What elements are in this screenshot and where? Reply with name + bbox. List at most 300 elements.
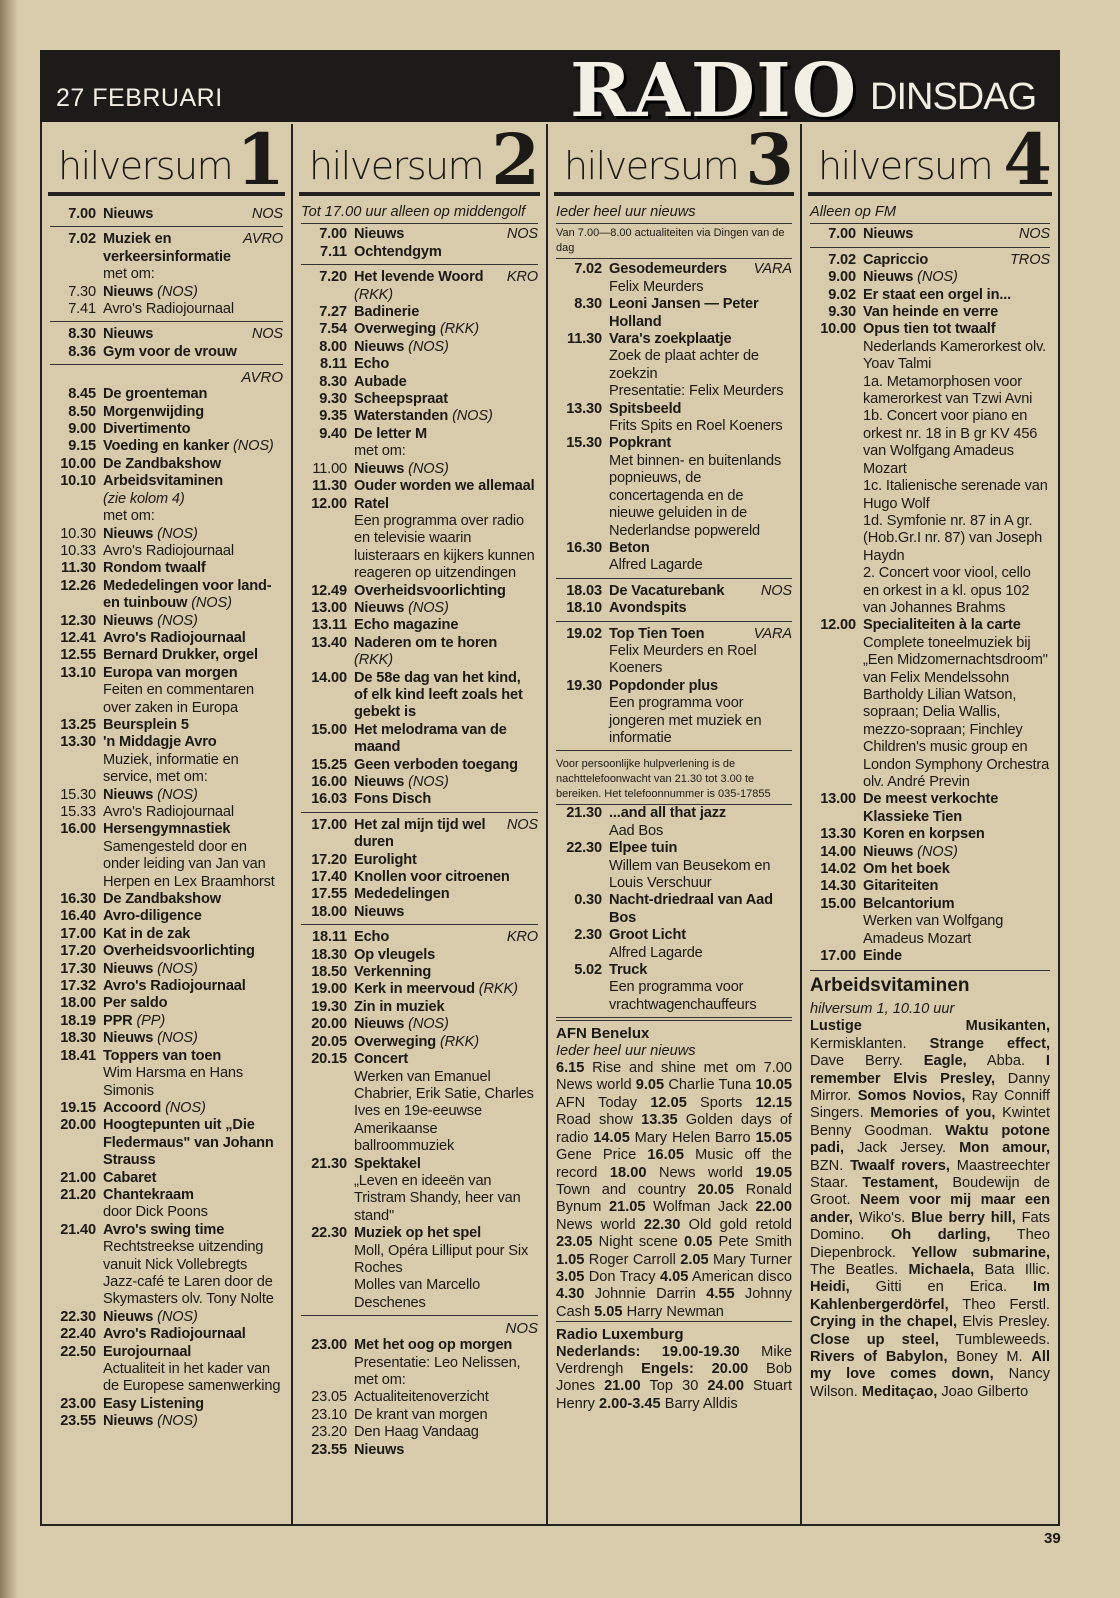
program-body [609, 540, 792, 575]
program-time: 23.10 [311, 1406, 347, 1423]
program-body [354, 1424, 538, 1441]
program-time: 7.02 [68, 231, 96, 248]
program-title: Avro's Radiojournaal [103, 542, 234, 559]
program-description: Aad Bos [609, 822, 664, 839]
broadcaster-label: NOS [760, 582, 792, 599]
program-time: 10.30 [60, 525, 96, 542]
program-title: Mededelingen [354, 886, 450, 903]
program-time: 21.20 [60, 1186, 96, 1203]
program-time: 5.02 [574, 962, 602, 979]
program-title: Gesodemeurders [609, 261, 727, 278]
body-text: Bob Jones [556, 1360, 792, 1395]
program-title: Europa van morgen [103, 664, 238, 681]
program-item [50, 717, 283, 734]
highlight-text: 23.05 [556, 1234, 593, 1251]
program-time: 16.00 [311, 774, 347, 790]
highlight-text: 2.05 [680, 1251, 709, 1268]
program-item [556, 296, 792, 331]
program-title: Overheidsvoorlichting [354, 582, 506, 599]
highlight-text: Neem voor mij maar een ander, [810, 1192, 1051, 1226]
program-item [50, 206, 283, 223]
body-text: Gene Price [556, 1147, 648, 1164]
program-body [354, 617, 538, 634]
highlight-text: Memories of you, [870, 1105, 996, 1122]
body-text: Ronald Bynum [556, 1181, 792, 1216]
program-title: De krant van morgen [354, 1406, 488, 1423]
program-group [810, 224, 1050, 247]
program-title: Nieuws [103, 1030, 154, 1047]
program-item [50, 787, 283, 804]
highlight-text: 19.05 [755, 1164, 793, 1181]
program-item [50, 526, 283, 543]
program-body [609, 435, 792, 539]
program-item [301, 929, 538, 946]
program-title: Echo [354, 356, 390, 373]
program-body [103, 734, 283, 786]
program-body [103, 613, 283, 630]
program-time: 9.00 [828, 269, 856, 286]
program-time: 20.00 [311, 1016, 347, 1033]
program-item [301, 461, 538, 478]
program-body [103, 231, 283, 283]
program-time: 7.02 [828, 251, 856, 268]
highlight-text: 15.05 [755, 1129, 792, 1146]
program-item [301, 321, 538, 338]
program-time: 21.30 [311, 1155, 347, 1172]
program-title: Nieuws [103, 326, 154, 343]
program-item [301, 617, 538, 634]
program-time: 13.30 [60, 734, 96, 751]
section-afn-benelux [556, 1020, 792, 1321]
program-description: Felix Meurders en Roel Koeners [609, 642, 757, 677]
body-text: Maastreechter Staar. [810, 1157, 1050, 1191]
program-body [103, 647, 283, 664]
program-title: Avro's Radiojournaal [103, 629, 246, 646]
program-item [50, 943, 283, 960]
program-time: 8.30 [319, 373, 347, 390]
program-title: Nieuws [354, 903, 405, 920]
program-item [810, 948, 1050, 965]
program-time: 17.20 [60, 943, 96, 960]
program-group [556, 753, 792, 1018]
program-title: Avro's Radiojournaal [103, 804, 234, 820]
program-tag: (RKK) [354, 286, 393, 303]
program-time: 22.30 [311, 1225, 347, 1242]
program-item [810, 287, 1050, 304]
program-body [354, 478, 538, 495]
broadcaster-label: NOS [251, 326, 283, 343]
highlight-text: Im Kahlenbergerdörfel, [810, 1279, 1050, 1313]
program-title: Aubade [354, 373, 407, 390]
program-item [50, 734, 283, 786]
program-title: Kerk in meervoud [354, 981, 475, 998]
program-time: 7.30 [68, 283, 96, 300]
program-title: Nieuws [354, 338, 405, 355]
highlight-text: Close up steel, [810, 1331, 939, 1348]
program-description: Een programma voor vrachtwagenchauffeurs [609, 979, 757, 1013]
column-hilversum-4 [802, 118, 1058, 1524]
station-number: 3 [745, 118, 794, 201]
program-title: 'n Middagje Avro [103, 734, 217, 751]
program-title: Leoni Jansen — Peter Holland [609, 296, 759, 330]
program-title: Avondspits [609, 600, 687, 617]
program-item [301, 1156, 538, 1226]
program-time: 18.00 [60, 995, 96, 1012]
body-text: Boudewijn de Groot. [810, 1174, 1051, 1209]
program-body [103, 326, 283, 343]
program-time: 9.15 [68, 438, 96, 455]
program-title: Overheidsvoorlichting [103, 943, 255, 960]
program-description: Samengesteld door en onder leiding van Jan van Herpen en Lex Braamhorst [103, 838, 275, 890]
program-tag: (NOS) [157, 1308, 198, 1325]
program-body [863, 844, 1050, 861]
program-body [354, 981, 538, 998]
highlight-text: Rivers of Babylon, [810, 1349, 948, 1365]
program-time: 14.30 [820, 878, 856, 895]
program-time: 7.11 [320, 243, 347, 260]
program-description: Alfred Lagarde [609, 557, 703, 574]
program-time: 13.40 [311, 634, 347, 651]
broadcaster-label: AVRO [241, 369, 283, 387]
program-item [50, 543, 283, 560]
program-time: 7.00 [68, 206, 96, 222]
body-text: Rise and shine met om 7.00 News world [556, 1060, 792, 1094]
program-title: Om het boek [863, 861, 950, 878]
highlight-text: 12.15 [755, 1094, 792, 1111]
program-title: Overweging [354, 321, 437, 338]
program-item [50, 665, 283, 717]
program-description: Met binnen- en buitenlands popnieuws, de concertagenda en de nieuwe geluiden in de Nederlandse popwereld [609, 452, 782, 539]
program-title: Muziek en verkeersinformatie [103, 231, 231, 265]
page-fold-shadow [0, 0, 18, 1598]
section-subtitle: hilversum 1, 10.10 uur [810, 1000, 955, 1017]
program-title: Spitsbeeld [609, 400, 682, 417]
program-time: 19.02 [566, 625, 602, 642]
program-body [103, 1100, 283, 1117]
program-description: Complete toneelmuziek bij „Een Midzomernachtsdroom" van Felix Mendelssohn Bartholdy Lilian Watson, sopraan; Delia Wallis, mezzo-sopraan; Finchley Children's music group en London Symphony Orchestra olv. André Previn [863, 634, 1050, 790]
body-text: Dave Berry. [810, 1053, 924, 1070]
program-tag: (NOS) [157, 283, 198, 300]
program-body [354, 1051, 538, 1155]
program-title: Echo magazine [354, 617, 459, 634]
highlight-text: 9.05 [635, 1077, 665, 1094]
program-item [556, 805, 792, 840]
body-text: Boney M. [947, 1349, 1032, 1365]
program-item [301, 852, 538, 869]
body-text: Kermisklanten. [810, 1035, 930, 1052]
program-title: Einde [863, 948, 902, 965]
program-item [50, 1344, 283, 1396]
program-item [810, 878, 1050, 895]
program-body [103, 665, 283, 717]
program-tag: (RKK) [439, 321, 479, 338]
program-time: 12.55 [60, 647, 96, 664]
program-description: 1a. Metamorphosen voor kamerorkest van Tzwi Avni [863, 373, 1033, 408]
program-item [810, 226, 1050, 243]
program-item [50, 978, 283, 995]
section-text [556, 1060, 792, 1321]
program-description: Nederlands Kamerorkest olv. Yoav Talmi [863, 338, 1047, 373]
highlight-text: 5.05 [594, 1303, 623, 1320]
program-item [810, 826, 1050, 843]
program-time: 23.20 [311, 1424, 347, 1441]
program-time: 10.00 [60, 455, 96, 472]
header-date: 27 FEBRUARI [56, 84, 223, 112]
program-title: Er staat een orgel in... [863, 286, 1012, 303]
section-title: Arbeidsvitaminen [810, 975, 970, 997]
program-time: 17.55 [311, 886, 347, 903]
program-item [301, 981, 538, 998]
program-body [354, 869, 538, 886]
highlight-text: Eagle, [923, 1053, 967, 1070]
program-title: Nieuws [103, 1308, 154, 1325]
program-time: 13.30 [566, 400, 602, 417]
column-intro: Alleen op FM [810, 204, 1050, 224]
body-text: Music off the record [556, 1147, 793, 1181]
program-item [301, 408, 538, 425]
highlight-text: 1.05 [556, 1251, 585, 1268]
program-time: 12.49 [311, 582, 347, 599]
program-time: 7.41 [68, 301, 96, 318]
program-item [50, 473, 283, 525]
program-item [50, 1396, 283, 1413]
program-title: Capriccio [863, 251, 929, 268]
program-time: 22.40 [60, 1326, 96, 1343]
program-item [50, 578, 283, 613]
program-group [50, 367, 283, 1433]
program-tag: (NOS) [157, 1413, 198, 1430]
body-text: Town and country [556, 1181, 698, 1198]
highlight-text: 6.15 [556, 1060, 585, 1077]
program-time: 17.00 [60, 925, 96, 942]
program-time: 7.54 [319, 321, 347, 338]
program-item [556, 583, 792, 600]
program-time: 9.30 [319, 391, 347, 408]
program-description: Alfred Lagarde [609, 944, 703, 961]
program-title: Nieuws [354, 774, 405, 790]
program-time: 18.19 [60, 1012, 96, 1029]
program-description: 1b. Concert voor piano en orkest nr. 18 in B gr KV 456 van Wolfgang Amadeus Mozart [863, 408, 1038, 477]
program-item [810, 304, 1050, 321]
program-body [354, 791, 538, 808]
program-title: Den Haag Vandaag [354, 1424, 479, 1441]
program-body [354, 817, 538, 852]
column-hilversum-1 [42, 118, 293, 1524]
program-title: Op vleugels [354, 946, 436, 963]
program-item [810, 861, 1050, 878]
program-item [50, 404, 283, 421]
program-title: De meest verkochte Klassieke Tien [863, 791, 999, 825]
program-time: 7.00 [319, 226, 347, 243]
program-tag: (NOS) [165, 1099, 206, 1116]
program-body [103, 1187, 283, 1222]
highlight-text: 18.00 [609, 1164, 647, 1181]
program-item [301, 886, 538, 903]
body-text: Johnnie Darrin [584, 1286, 707, 1303]
program-tag: (NOS) [157, 960, 198, 977]
program-tag: (NOS) [408, 599, 449, 616]
program-description: Rechtstreekse uitzending vanuit Nick Vollebregts Jazz-café te Laren door de Skymasters olv. Tony Nolte [103, 1239, 274, 1308]
program-tag: (NOS) [191, 595, 232, 612]
program-description: Presentatie: Felix Meurders [609, 383, 784, 400]
program-item [301, 1424, 538, 1441]
broadcaster-label: NOS [506, 816, 538, 833]
program-description: „Leven en ideeën van Tristram Shandy, heer van stand" [354, 1172, 521, 1224]
program-item [50, 386, 283, 403]
section-text [556, 1344, 792, 1414]
program-item [50, 961, 283, 978]
program-tag: (NOS) [157, 525, 198, 542]
program-title: Verkenning [354, 964, 432, 981]
page-header [40, 48, 1060, 134]
program-item [50, 804, 283, 821]
program-body [354, 226, 538, 243]
broadcaster-label: NOS [251, 206, 283, 222]
body-text: Wolfman Jack [645, 1199, 756, 1216]
program-item [556, 927, 792, 962]
body-text: Roger Carroll [584, 1251, 681, 1268]
program-body [103, 1222, 283, 1309]
program-title: Zin in muziek [354, 998, 445, 1015]
highlight-text: Strange effect, [929, 1035, 1051, 1052]
program-time: 19.00 [311, 981, 347, 998]
program-description: Feiten en commentaren over zaken in Europa [103, 682, 254, 716]
highlight-text: Testament, [862, 1174, 939, 1191]
program-body [103, 908, 283, 925]
program-body [103, 421, 283, 438]
body-text: Mary Turner [708, 1251, 793, 1268]
program-time: 13.30 [820, 826, 856, 843]
program-item [301, 774, 538, 791]
program-body [354, 321, 538, 338]
program-time: 19.30 [311, 998, 347, 1015]
program-body [103, 526, 283, 543]
program-description: Muziek, informatie en service, met om: [103, 751, 239, 786]
program-time: 15.33 [60, 804, 96, 820]
program-title: Voeding en kanker [103, 438, 230, 455]
program-time: 21.30 [566, 805, 602, 822]
program-item [50, 231, 283, 283]
program-body [103, 1030, 283, 1047]
broadcaster-label: NOS [506, 226, 538, 243]
program-body [354, 964, 538, 981]
program-body [863, 321, 1050, 617]
program-title: De 58e dag van het kind, of elk kind leeft zoals het gebekt is [354, 669, 523, 721]
program-body [103, 301, 283, 318]
program-item [556, 678, 792, 748]
column-heading [808, 118, 1052, 201]
program-tag: (NOS) [408, 460, 449, 477]
program-body [103, 978, 283, 995]
program-time: 17.32 [60, 978, 96, 995]
body-text: Pete Smith [712, 1234, 792, 1251]
program-title: Belcantorium [863, 895, 955, 912]
program-body [354, 244, 538, 261]
program-time: 17.00 [311, 816, 347, 833]
body-text: BZN. [810, 1157, 851, 1174]
highlight-text: 14.05 [593, 1129, 630, 1146]
program-time: 18.41 [60, 1047, 96, 1064]
program-time: 7.02 [574, 261, 602, 278]
program-title: Muziek op het spel [354, 1225, 482, 1242]
program-time: 19.30 [566, 677, 602, 694]
broadcaster-label: VARA [753, 261, 792, 278]
program-item [301, 1225, 538, 1312]
program-title: Overweging [354, 1033, 437, 1050]
program-tag: (NOS) [157, 612, 198, 629]
body-text: Road show [556, 1112, 642, 1129]
program-time: 10.00 [820, 321, 856, 338]
program-description: Willem van Beusekom en Louis Verschuur [609, 857, 771, 891]
program-item [301, 478, 538, 495]
program-time: 11.30 [312, 478, 347, 495]
program-time: 17.20 [311, 851, 347, 868]
program-title: Toppers van toen [103, 1047, 222, 1064]
column-hilversum-3 [548, 118, 802, 1524]
program-description: met om: [103, 266, 155, 283]
program-item [301, 244, 538, 261]
body-text: Johnny Cash [556, 1286, 792, 1320]
program-item [301, 757, 538, 774]
program-body [863, 826, 1050, 843]
program-time: 13.25 [60, 716, 96, 733]
program-title: Echo [354, 929, 390, 946]
program-title: De groenteman [103, 386, 208, 403]
program-group [556, 624, 792, 752]
program-title: Nieuws [103, 960, 154, 977]
program-item [301, 670, 538, 722]
program-title: Nieuws [863, 226, 914, 243]
body-text: News world [556, 1216, 644, 1233]
program-body [354, 496, 538, 583]
body-text: Jack Jersey. [844, 1140, 960, 1157]
body-text: Mike Verdrengh [556, 1343, 792, 1377]
program-time: 23.55 [311, 1441, 347, 1458]
program-item [50, 1326, 283, 1343]
program-title: Ochtendgym [354, 243, 442, 260]
program-title: Morgenwijding [103, 403, 205, 420]
program-body [103, 961, 283, 978]
program-time: 15.00 [311, 721, 347, 738]
body-text: Ray Conniff Singers. [810, 1087, 1050, 1122]
program-time: 17.30 [60, 960, 96, 977]
program-time: 10.33 [60, 542, 96, 559]
program-description: Frits Spits en Roel Koeners [609, 418, 783, 435]
column-note: Van 7.00—8.00 actualiteiten via Dingen van de dag [556, 224, 792, 259]
program-time: 8.30 [574, 296, 602, 313]
program-time: 16.30 [566, 539, 602, 556]
program-group [50, 204, 283, 227]
program-item [301, 374, 538, 391]
program-body [103, 404, 283, 421]
highlight-text: Yellow submarine, [911, 1244, 1050, 1261]
highlight-text: 22.00 [755, 1199, 792, 1216]
program-body [103, 804, 283, 821]
program-body [103, 386, 283, 403]
program-item [301, 635, 538, 670]
program-body [863, 304, 1050, 321]
highlight-text: 16.05 [647, 1147, 684, 1164]
broadcaster-label: VARA [753, 625, 792, 642]
program-time: 16.03 [311, 791, 347, 808]
program-tag: (RKK) [354, 652, 393, 669]
program-title: De Zandbakshow [103, 891, 221, 908]
program-item [50, 995, 283, 1012]
program-title: Nieuws [103, 612, 154, 629]
program-time: 18.03 [566, 582, 602, 599]
highlight-text: Waktu potone padi, [810, 1122, 1050, 1157]
program-title: Nieuws [863, 269, 914, 286]
